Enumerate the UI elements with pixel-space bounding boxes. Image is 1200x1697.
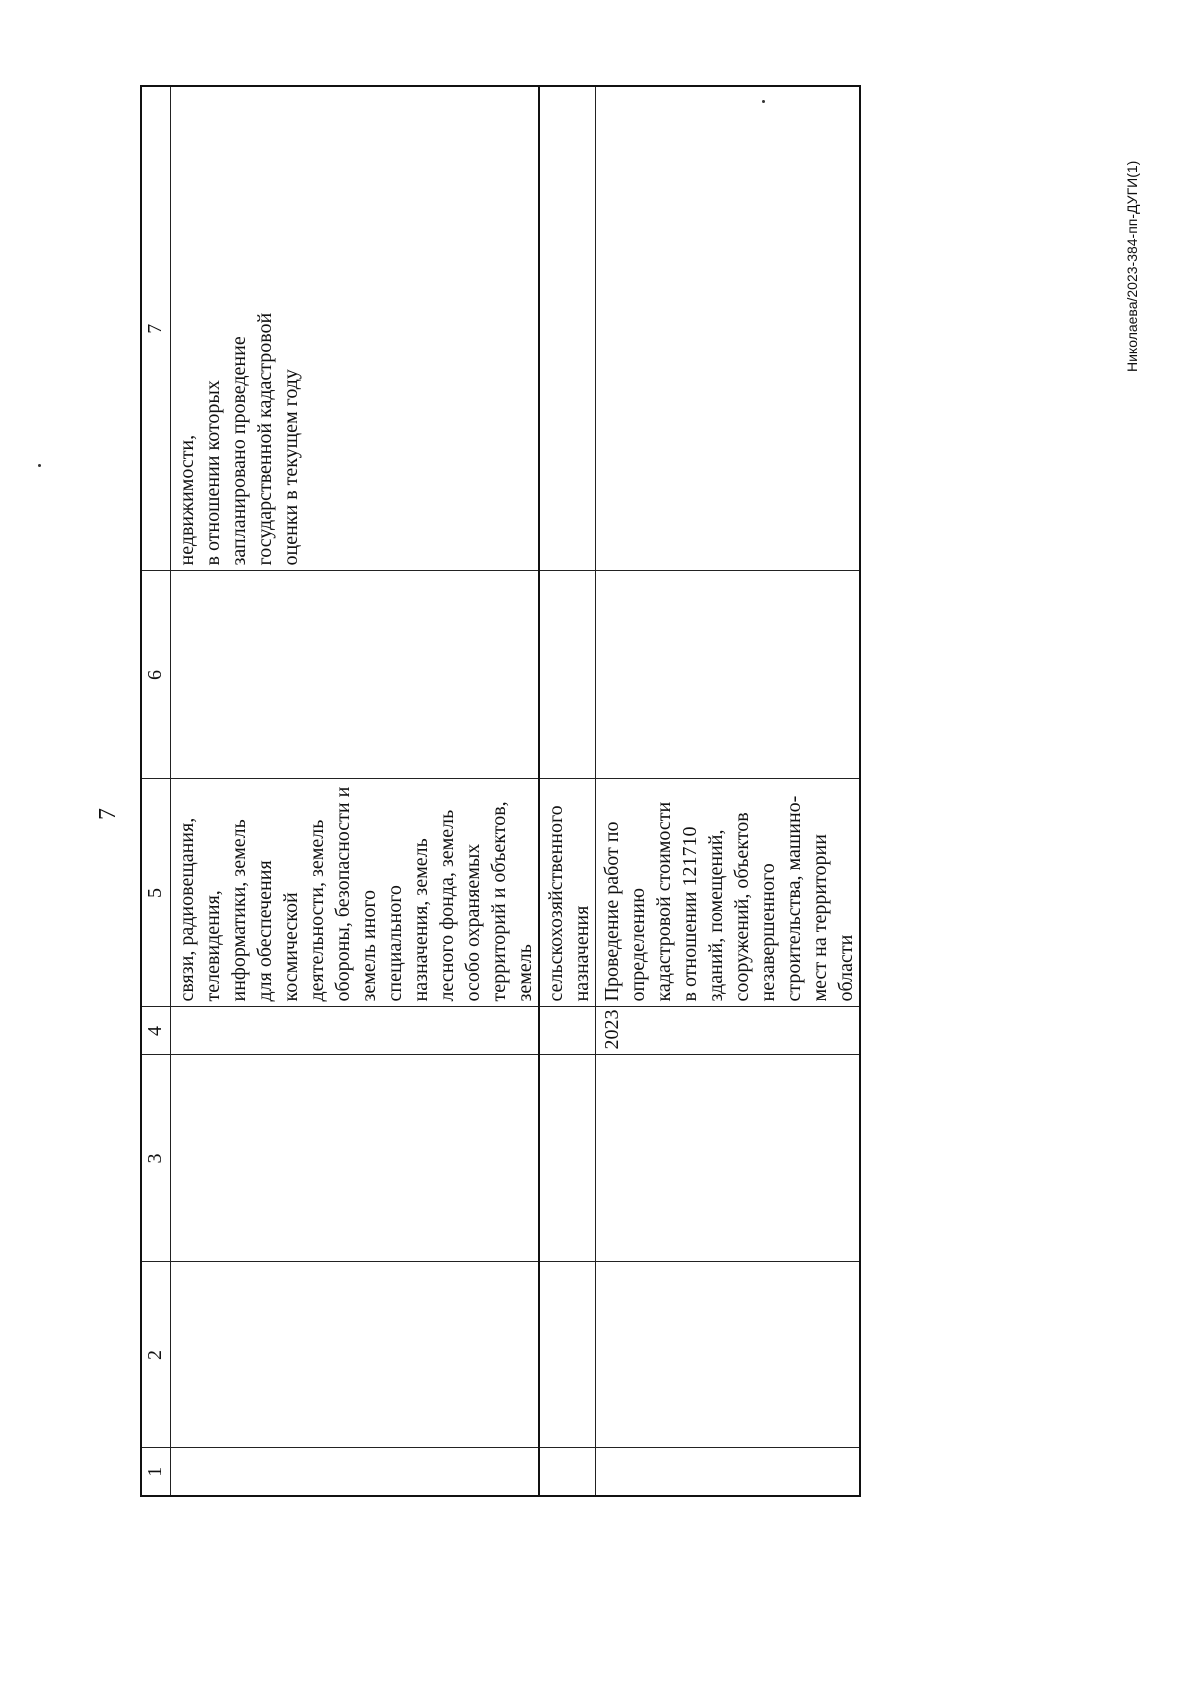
table-cell: [539, 779, 596, 1007]
table-cell: [596, 1262, 861, 1448]
table-cell: [596, 1448, 861, 1496]
table-cell: [539, 1007, 596, 1055]
work-description-text: Проведение работ по определению кадастровой стоимости в отношении 121710 зданий, помещений, сооружений, объектов незавершенного строительства, машино- мест на территории области: [601, 795, 857, 1002]
column-header: 4: [141, 1007, 171, 1055]
document-reference: Николаева/2023-384-пп-ДУГИ(1): [1124, 160, 1140, 372]
agricultural-text: сельскохозяйственного назначения: [545, 805, 593, 1002]
table-cell: [539, 571, 596, 779]
table-cell: [596, 571, 861, 779]
column-header: 6: [141, 571, 171, 779]
table-cell: [596, 779, 861, 1007]
table-cell: [171, 779, 540, 1007]
column-header: 5: [141, 779, 171, 1007]
table-cell: [539, 1055, 596, 1262]
table-row: [539, 86, 596, 1496]
table-row: [596, 86, 861, 1496]
table-cell: [596, 1055, 861, 1262]
table-cell: [171, 86, 540, 571]
column-header: 3: [141, 1055, 171, 1262]
table-cell: [539, 1448, 596, 1496]
column-header: 7: [141, 86, 171, 571]
column-header: 1: [141, 1448, 171, 1496]
scan-speck: [38, 464, 41, 467]
table-row: [171, 86, 540, 1496]
table-cell: [171, 1448, 540, 1496]
column-header: 2: [141, 1262, 171, 1448]
year-text: 2023: [601, 1009, 623, 1050]
table-cell: [539, 86, 596, 571]
table-cell: [596, 1007, 861, 1055]
table-cell: [171, 571, 540, 779]
table-cell: [539, 1262, 596, 1448]
table-cell: [171, 1262, 540, 1448]
page-number: 7: [95, 808, 121, 820]
land-categories-text: связи, радиовещания, телевидения, информатики, земель для обеспечения космической деятельности, земель обороны, безопасности и земель иного специального назначения, земель лесного фонда, земель особо охраняемых территорий и объектов, земель: [176, 786, 536, 1002]
table-cell: [596, 86, 861, 571]
data-table: [140, 85, 861, 1497]
table-cell: [171, 1055, 540, 1262]
real-estate-text: недвижимости, в отношении которых запланировано проведение государственной кадастровой оценки в текущем году: [176, 312, 302, 566]
table-cell: [171, 1007, 540, 1055]
header-row: [141, 86, 171, 1496]
